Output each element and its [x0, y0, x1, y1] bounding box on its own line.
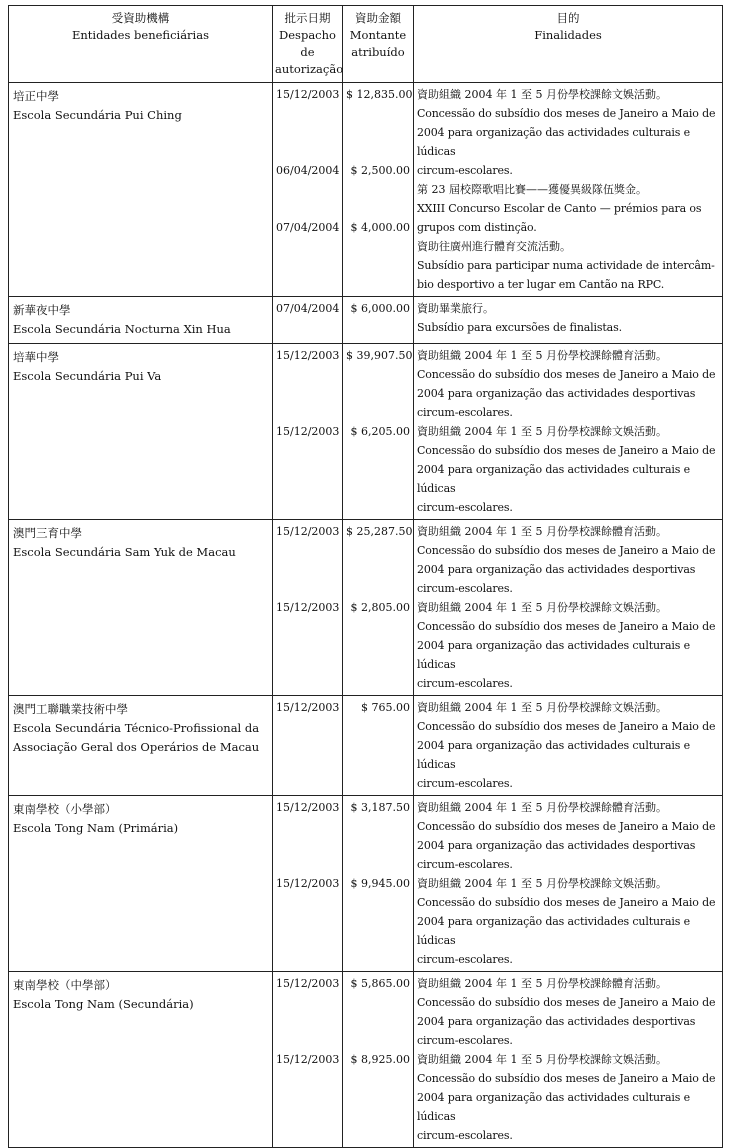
amount-column-header	[343, 6, 414, 83]
blank-line	[276, 579, 339, 598]
purpose-header-pt: Finalidades	[534, 28, 602, 42]
amount-value: $ 2,500.00	[350, 164, 410, 177]
entity-name-zh: 東南學校（小學部）	[13, 802, 117, 816]
authorization-date: 15/12/2003	[276, 1053, 340, 1066]
blank-line	[346, 717, 410, 736]
date-entry	[276, 346, 339, 422]
purpose-zh: 資助組織 2004 年 1 至 5 月份學校課餘體育活動。	[417, 801, 667, 814]
blank-line	[346, 617, 410, 636]
date-cell	[273, 344, 343, 520]
purpose-zh: 第 23 屆校際歌唱比賽——獲優異級隊伍獎金。	[417, 183, 647, 196]
entity-name-pt: Escola Tong Nam (Primária)	[13, 821, 179, 835]
entity-name-zh: 澳門工聯職業技術中學	[13, 702, 128, 716]
purpose-entry	[417, 698, 719, 793]
blank-line	[346, 384, 410, 403]
blank-line	[276, 912, 339, 931]
purpose-column-header	[414, 6, 723, 83]
purpose-pt-line: circum-escolares.	[417, 953, 513, 966]
amount-entry	[346, 346, 413, 422]
purpose-pt-line: 2004 para organização das actividades culturais e lúdicas	[417, 1091, 691, 1123]
entity-cell	[9, 344, 273, 520]
date-header-pt1: Despacho de	[279, 28, 336, 59]
blank-line	[276, 717, 339, 736]
purpose-pt-line: circum-escolares.	[417, 501, 513, 514]
date-cell	[273, 972, 343, 1148]
amount-cell	[343, 344, 414, 520]
entity-name-pt: Escola Secundária Nocturna Xin Hua	[13, 322, 231, 336]
purpose-zh: 資助組織 2004 年 1 至 5 月份學校課餘體育活動。	[417, 349, 667, 362]
purpose-pt-line: 2004 para organização das actividades culturais e lúdicas	[417, 739, 691, 771]
amount-value: $ 12,835.00	[346, 88, 413, 101]
amount-value: $ 6,205.00	[350, 425, 410, 438]
blank-line	[346, 755, 410, 774]
date-entry	[276, 85, 339, 161]
amount-header-zh: 資助金額	[355, 11, 401, 25]
entity-cell	[9, 972, 273, 1148]
blank-line	[346, 736, 410, 755]
table-row	[9, 297, 723, 344]
amount-entry	[346, 598, 410, 674]
blank-line	[276, 993, 339, 1012]
date-cell	[273, 83, 343, 297]
purpose-cell	[414, 796, 723, 972]
entity-name-zh: 培華中學	[13, 350, 59, 364]
amount-entry	[346, 698, 410, 774]
blank-line	[276, 636, 339, 655]
purpose-pt-line: Concessão do subsídio dos meses de Janeiro a Maio de	[417, 996, 716, 1009]
entity-cell	[9, 796, 273, 972]
amount-entry	[346, 218, 410, 275]
blank-line	[276, 1031, 339, 1050]
blank-line	[346, 1012, 410, 1031]
date-header-zh: 批示日期	[284, 11, 331, 25]
blank-line	[276, 256, 339, 275]
blank-line	[276, 855, 339, 874]
table-row	[9, 83, 723, 297]
authorization-date: 06/04/2004	[276, 164, 340, 177]
purpose-pt-line: XXIII Concurso Escolar de Canto — prémios para os	[417, 202, 702, 215]
amount-value: $ 39,907.50	[346, 349, 413, 362]
purpose-pt-line: Concessão do subsídio dos meses de Janeiro a Maio de	[417, 107, 716, 120]
blank-line	[346, 479, 410, 498]
purpose-pt-line: Subsídio para participar numa actividade de intercâm-	[417, 259, 715, 272]
table-header-row	[9, 6, 723, 83]
entity-name-pt: Escola Secundária Técnico-Profissional da	[13, 721, 260, 735]
date-entry	[276, 299, 339, 337]
authorization-date: 15/12/2003	[276, 877, 340, 890]
amount-entry	[346, 798, 410, 874]
blank-line	[276, 237, 339, 256]
purpose-zh: 資助組織 2004 年 1 至 5 月份學校課餘文娛活動。	[417, 1053, 667, 1066]
purpose-pt-line: 2004 para organização das actividades culturais e lúdicas	[417, 463, 691, 495]
purpose-pt-line: 2004 para organização das actividades culturais e lúdicas	[417, 915, 691, 947]
table-row	[9, 796, 723, 972]
authorization-date: 07/04/2004	[276, 302, 340, 315]
blank-line	[276, 365, 339, 384]
amount-entry	[346, 522, 413, 598]
purpose-pt-line: 2004 para organização das actividades desportivas	[417, 387, 696, 400]
authorization-date: 15/12/2003	[276, 525, 340, 538]
authorization-date: 15/12/2003	[276, 701, 340, 714]
blank-line	[276, 931, 339, 950]
entity-name-zh: 培正中學	[13, 89, 59, 103]
table-body	[9, 83, 723, 1148]
blank-line	[276, 817, 339, 836]
amount-value: $ 9,945.00	[350, 877, 410, 890]
purpose-zh: 資助組織 2004 年 1 至 5 月份學校課餘體育活動。	[417, 525, 667, 538]
purpose-pt-line: bio desportivo a ter lugar em Cantão na RPC.	[417, 278, 665, 291]
authorization-date: 15/12/2003	[276, 425, 340, 438]
purpose-cell	[414, 344, 723, 520]
date-cell	[273, 696, 343, 796]
blank-line	[346, 636, 410, 655]
purpose-entry	[417, 874, 719, 969]
purpose-pt-line: grupos com distinção.	[417, 221, 537, 234]
blank-line	[276, 1088, 339, 1107]
purpose-entry	[417, 85, 719, 180]
authorization-date: 15/12/2003	[276, 601, 340, 614]
amount-cell	[343, 83, 414, 297]
purpose-entry	[417, 598, 719, 693]
amount-entry	[346, 874, 410, 950]
amount-cell	[343, 972, 414, 1148]
purpose-entry	[417, 422, 719, 517]
date-cell	[273, 297, 343, 344]
purpose-zh: 資助組織 2004 年 1 至 5 月份學校課餘文娛活動。	[417, 601, 667, 614]
blank-line	[276, 199, 339, 218]
blank-line	[346, 655, 410, 674]
purpose-pt-line: circum-escolares.	[417, 1129, 513, 1142]
blank-line	[346, 1031, 410, 1050]
purpose-zh: 資助畢業旅行。	[417, 302, 494, 315]
entity-header-zh: 受資助機構	[111, 11, 170, 25]
amount-entry	[346, 974, 410, 1050]
blank-line	[346, 441, 410, 460]
entity-cell	[9, 83, 273, 297]
authorization-date: 15/12/2003	[276, 801, 340, 814]
blank-line	[346, 256, 410, 275]
date-entry	[276, 698, 339, 774]
purpose-pt-line: 2004 para organização das actividades desportivas	[417, 1015, 696, 1028]
blank-line	[346, 560, 410, 579]
date-entry	[276, 522, 339, 598]
authorization-date: 15/12/2003	[276, 88, 340, 101]
purpose-zh: 資助組織 2004 年 1 至 5 月份學校課餘文娛活動。	[417, 88, 667, 101]
blank-line	[276, 541, 339, 560]
entity-name-zh: 東南學校（中學部）	[13, 978, 117, 992]
blank-line	[346, 1088, 410, 1107]
purpose-pt-line: circum-escolares.	[417, 1034, 513, 1047]
table-row	[9, 344, 723, 520]
entity-name-pt: Escola Secundária Pui Va	[13, 369, 162, 383]
purpose-pt-line: Concessão do subsídio dos meses de Janeiro a Maio de	[417, 620, 716, 633]
entity-name-zh: 新華夜中學	[13, 303, 71, 317]
amount-cell	[343, 297, 414, 344]
purpose-pt-line: Concessão do subsídio dos meses de Janeiro a Maio de	[417, 896, 716, 909]
amount-value: $ 4,000.00	[350, 221, 410, 234]
purpose-pt-line: 2004 para organização das actividades desportivas	[417, 563, 696, 576]
date-header-pt2: autorização	[275, 62, 344, 76]
subsidy-table-page	[8, 5, 722, 1148]
blank-line	[346, 142, 410, 161]
amount-entry	[346, 299, 410, 337]
purpose-entry	[417, 346, 719, 422]
table-row	[9, 520, 723, 696]
date-entry	[276, 161, 339, 218]
entity-cell	[9, 297, 273, 344]
authorization-date: 15/12/2003	[276, 349, 340, 362]
date-entry	[276, 422, 339, 498]
blank-line	[346, 993, 410, 1012]
amount-value: $ 6,000.00	[350, 302, 410, 315]
entity-name-zh: 澳門三育中學	[13, 526, 82, 540]
blank-line	[346, 893, 410, 912]
authorization-date: 15/12/2003	[276, 977, 340, 990]
purpose-zh: 資助組織 2004 年 1 至 5 月份學校課餘文娛活動。	[417, 425, 667, 438]
entity-cell	[9, 520, 273, 696]
purpose-zh: 資助組織 2004 年 1 至 5 月份學校課餘文娛活動。	[417, 877, 667, 890]
blank-line	[346, 237, 410, 256]
blank-line	[276, 1107, 339, 1126]
blank-line	[276, 104, 339, 123]
date-entry	[276, 598, 339, 674]
blank-line	[346, 836, 410, 855]
blank-line	[276, 655, 339, 674]
blank-line	[346, 104, 410, 123]
entity-name-pt: Escola Secundária Sam Yuk de Macau	[13, 545, 236, 559]
entity-cell	[9, 696, 273, 796]
date-entry	[276, 1050, 339, 1126]
date-cell	[273, 520, 343, 696]
blank-line	[346, 460, 410, 479]
authorization-date: 07/04/2004	[276, 221, 340, 234]
blank-line	[276, 893, 339, 912]
date-cell	[273, 796, 343, 972]
blank-line	[276, 836, 339, 855]
purpose-pt-line: Concessão do subsídio dos meses de Janeiro a Maio de	[417, 544, 716, 557]
entity-header-pt: Entidades beneficiárias	[71, 28, 209, 42]
blank-line	[346, 365, 410, 384]
amount-value: $ 25,287.50	[346, 525, 413, 538]
purpose-cell	[414, 972, 723, 1148]
entity-name-pt: Escola Tong Nam (Secundária)	[13, 997, 194, 1011]
purpose-entry	[417, 237, 719, 294]
purpose-pt-line: Concessão do subsídio dos meses de Janeiro a Maio de	[417, 1072, 716, 1085]
purpose-cell	[414, 297, 723, 344]
purpose-pt-line: 2004 para organização das actividades desportivas	[417, 839, 696, 852]
blank-line	[276, 1012, 339, 1031]
blank-line	[276, 460, 339, 479]
purpose-entry	[417, 180, 719, 237]
amount-entry	[346, 85, 413, 161]
amount-value: $ 3,187.50	[350, 801, 410, 814]
blank-line	[346, 180, 410, 199]
purpose-pt-line: circum-escolares.	[417, 777, 513, 790]
amount-header-pt2: atribuído	[351, 45, 405, 59]
blank-line	[346, 855, 410, 874]
purpose-pt-line: Concessão do subsídio dos meses de Janeiro a Maio de	[417, 820, 716, 833]
blank-line	[276, 617, 339, 636]
purpose-header-zh: 目的	[556, 11, 580, 25]
purpose-pt-line: Concessão do subsídio dos meses de Janeiro a Maio de	[417, 444, 716, 457]
blank-line	[346, 912, 410, 931]
blank-line	[276, 180, 339, 199]
amount-cell	[343, 796, 414, 972]
amount-value: $ 5,865.00	[350, 977, 410, 990]
blank-line	[346, 403, 410, 422]
amount-cell	[343, 520, 414, 696]
blank-line	[346, 931, 410, 950]
amount-value: $ 2,805.00	[350, 601, 410, 614]
purpose-pt-line: circum-escolares.	[417, 582, 513, 595]
entity-column-header	[9, 6, 273, 83]
blank-line	[276, 1069, 339, 1088]
blank-line	[276, 318, 339, 337]
purpose-entry	[417, 1050, 719, 1145]
entity-name-pt: Associação Geral dos Operários de Macau	[13, 740, 260, 754]
blank-line	[346, 579, 410, 598]
purpose-pt-line: 2004 para organização das actividades culturais e lúdicas	[417, 639, 691, 671]
table-row	[9, 696, 723, 796]
blank-line	[346, 318, 410, 337]
blank-line	[346, 199, 410, 218]
purpose-cell	[414, 696, 723, 796]
blank-line	[276, 479, 339, 498]
amount-entry	[346, 161, 410, 218]
amount-header-pt1: Montante	[349, 28, 407, 42]
amount-entry	[346, 422, 410, 498]
purpose-zh: 資助往廣州進行體育交流活動。	[417, 240, 571, 253]
purpose-pt-line: 2004 para organização das actividades culturais e lúdicas	[417, 126, 691, 158]
blank-line	[276, 755, 339, 774]
blank-line	[346, 123, 410, 142]
blank-line	[346, 541, 410, 560]
amount-entry	[346, 1050, 410, 1126]
purpose-entry	[417, 522, 719, 598]
blank-line	[276, 736, 339, 755]
date-entry	[276, 218, 339, 275]
purpose-pt-line: circum-escolares.	[417, 858, 513, 871]
entity-name-pt: Escola Secundária Pui Ching	[13, 108, 182, 122]
blank-line	[346, 1069, 410, 1088]
purpose-pt-line: circum-escolares.	[417, 406, 513, 419]
amount-cell	[343, 696, 414, 796]
blank-line	[276, 123, 339, 142]
purpose-pt-line: Concessão do subsídio dos meses de Janeiro a Maio de	[417, 368, 716, 381]
subsidy-table	[8, 5, 723, 1148]
blank-line	[276, 441, 339, 460]
purpose-entry	[417, 974, 719, 1050]
purpose-entry	[417, 299, 719, 337]
date-column-header	[273, 6, 343, 83]
purpose-cell	[414, 520, 723, 696]
table-row	[9, 972, 723, 1148]
purpose-pt-line: circum-escolares.	[417, 677, 513, 690]
purpose-pt-line: Subsídio para excursões de finalistas.	[417, 321, 622, 334]
blank-line	[276, 142, 339, 161]
purpose-zh: 資助組織 2004 年 1 至 5 月份學校課餘文娛活動。	[417, 701, 667, 714]
blank-line	[276, 384, 339, 403]
date-entry	[276, 974, 339, 1050]
purpose-zh: 資助組織 2004 年 1 至 5 月份學校課餘體育活動。	[417, 977, 667, 990]
purpose-entry	[417, 798, 719, 874]
amount-value: $ 765.00	[361, 701, 410, 714]
purpose-pt-line: Concessão do subsídio dos meses de Janeiro a Maio de	[417, 720, 716, 733]
amount-value: $ 8,925.00	[350, 1053, 410, 1066]
purpose-pt-line: circum-escolares.	[417, 164, 513, 177]
blank-line	[276, 560, 339, 579]
blank-line	[346, 817, 410, 836]
blank-line	[276, 403, 339, 422]
date-entry	[276, 798, 339, 874]
date-entry	[276, 874, 339, 950]
blank-line	[346, 1107, 410, 1126]
purpose-cell	[414, 83, 723, 297]
